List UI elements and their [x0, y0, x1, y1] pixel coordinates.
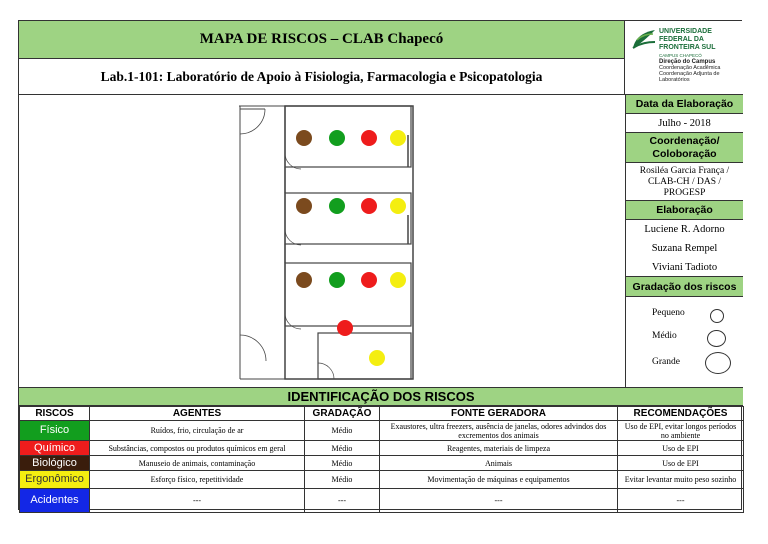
risk-type-cell: Biológico — [20, 456, 90, 471]
agents-cell: Manuseio de animais, contaminação — [90, 456, 305, 471]
grad-large-circle — [705, 352, 731, 374]
grad-large-label: Grande — [652, 357, 680, 367]
biologico-risk-dot — [296, 130, 312, 146]
source-cell: --- — [380, 489, 618, 513]
lab-subtitle: Lab.1-101: Laboratório de Apoio à Fisiologia, Farmacologia e Psicopatologia — [19, 59, 625, 95]
col-header: RECOMENDAÇÕES — [618, 407, 744, 421]
floor-plan — [19, 95, 625, 387]
table-row — [20, 441, 744, 456]
quimico-risk-dot — [337, 320, 353, 336]
uffs-leaf-icon — [631, 28, 657, 50]
gradation-cell: Médio — [305, 471, 380, 489]
fisico-risk-dot — [329, 130, 345, 146]
identification-heading: IDENTIFICAÇÃO DOS RISCOS — [19, 387, 743, 406]
recommendation-cell: Uso de EPI — [618, 441, 744, 456]
page-title: MAPA DE RISCOS – CLAB Chapecó — [19, 21, 625, 59]
agents-cell: Ruídos, frio, circulação de ar — [90, 421, 305, 441]
table-row — [20, 489, 744, 513]
elaborator-name: Viviani Tadioto — [651, 262, 718, 273]
col-header: RISCOS — [20, 407, 90, 421]
risk-type-cell: Físico — [20, 421, 90, 441]
risk-table — [19, 406, 744, 513]
date-heading: Data da Elaboração — [626, 95, 743, 114]
grad-medium-label: Médio — [652, 331, 677, 341]
quimico-risk-dot — [361, 272, 377, 288]
source-cell: Exaustores, ultra freezers, ausência de janelas, odores advindos dos excrementos dos animais — [380, 421, 618, 441]
grad-small-label: Pequeno — [652, 308, 685, 318]
risk-type-cell: Acidentes — [20, 489, 90, 513]
source-cell: Reagentes, materiais de limpeza — [380, 441, 618, 456]
gradation-cell: Médio — [305, 421, 380, 441]
recommendation-cell: Uso de EPI — [618, 456, 744, 471]
elaborator-name: Luciene R. Adorno — [644, 224, 725, 235]
table-row — [20, 421, 744, 441]
info-sidebar — [625, 95, 743, 387]
table-row — [20, 456, 744, 471]
source-cell: Movimentação de máquinas e equipamentos — [380, 471, 618, 489]
ergonomico-risk-dot — [390, 272, 406, 288]
gradation-heading: Gradação dos riscos — [626, 277, 743, 297]
recommendation-cell: Evitar levantar muito peso sozinho — [618, 471, 744, 489]
agents-cell: Substâncias, compostos ou produtos químicos em geral — [90, 441, 305, 456]
biologico-risk-dot — [296, 272, 312, 288]
date-value: Julho - 2018 — [626, 114, 743, 133]
grad-medium-circle — [707, 330, 726, 347]
grad-small-circle — [710, 309, 724, 323]
fisico-risk-dot — [329, 198, 345, 214]
risk-table-header — [20, 407, 744, 421]
risk-type-cell: Químico — [20, 441, 90, 456]
gradation-legend — [626, 297, 743, 387]
col-header: GRADAÇÃO — [305, 407, 380, 421]
recommendation-cell: --- — [618, 489, 744, 513]
col-header: AGENTES — [90, 407, 305, 421]
fisico-risk-dot — [329, 272, 345, 288]
floor-plan-drawing — [19, 95, 625, 387]
risk-map-sheet — [18, 20, 742, 510]
elaboration-heading: Elaboração — [626, 201, 743, 220]
coord-heading: Coordenação/ Coloboração — [626, 133, 743, 163]
ergonomico-risk-dot — [390, 198, 406, 214]
agents-cell: --- — [90, 489, 305, 513]
university-name: UNIVERSIDADE FEDERAL DA FRONTEIRA SUL — [659, 28, 716, 51]
source-cell: Animais — [380, 456, 618, 471]
biologico-risk-dot — [296, 198, 312, 214]
table-row — [20, 471, 744, 489]
gradation-cell: Médio — [305, 456, 380, 471]
quimico-risk-dot — [361, 198, 377, 214]
gradation-cell: --- — [305, 489, 380, 513]
ergonomico-risk-dot — [369, 350, 385, 366]
agents-cell: Esforço físico, repetitividade — [90, 471, 305, 489]
campus-name: CAMPUS CHAPECÓ — [659, 53, 702, 58]
recommendation-cell: Uso de EPI, evitar longos períodos no ambiente — [618, 421, 744, 441]
department-names: Direção do Campus Coordenação Acadêmica Coordenação Adjunta de Laboratórios — [659, 59, 721, 83]
university-logo — [625, 21, 743, 95]
elaborator-name: Suzana Rempel — [651, 243, 718, 254]
risk-type-cell: Ergonômico — [20, 471, 90, 489]
quimico-risk-dot — [361, 130, 377, 146]
risk-dots — [296, 130, 406, 366]
coord-value: Rosiléa Garcia França / CLAB-CH / DAS / PROGESP — [626, 163, 743, 201]
ergonomico-risk-dot — [390, 130, 406, 146]
col-header: FONTE GERADORA — [380, 407, 618, 421]
elaborators-list — [626, 220, 743, 277]
gradation-cell: Médio — [305, 441, 380, 456]
